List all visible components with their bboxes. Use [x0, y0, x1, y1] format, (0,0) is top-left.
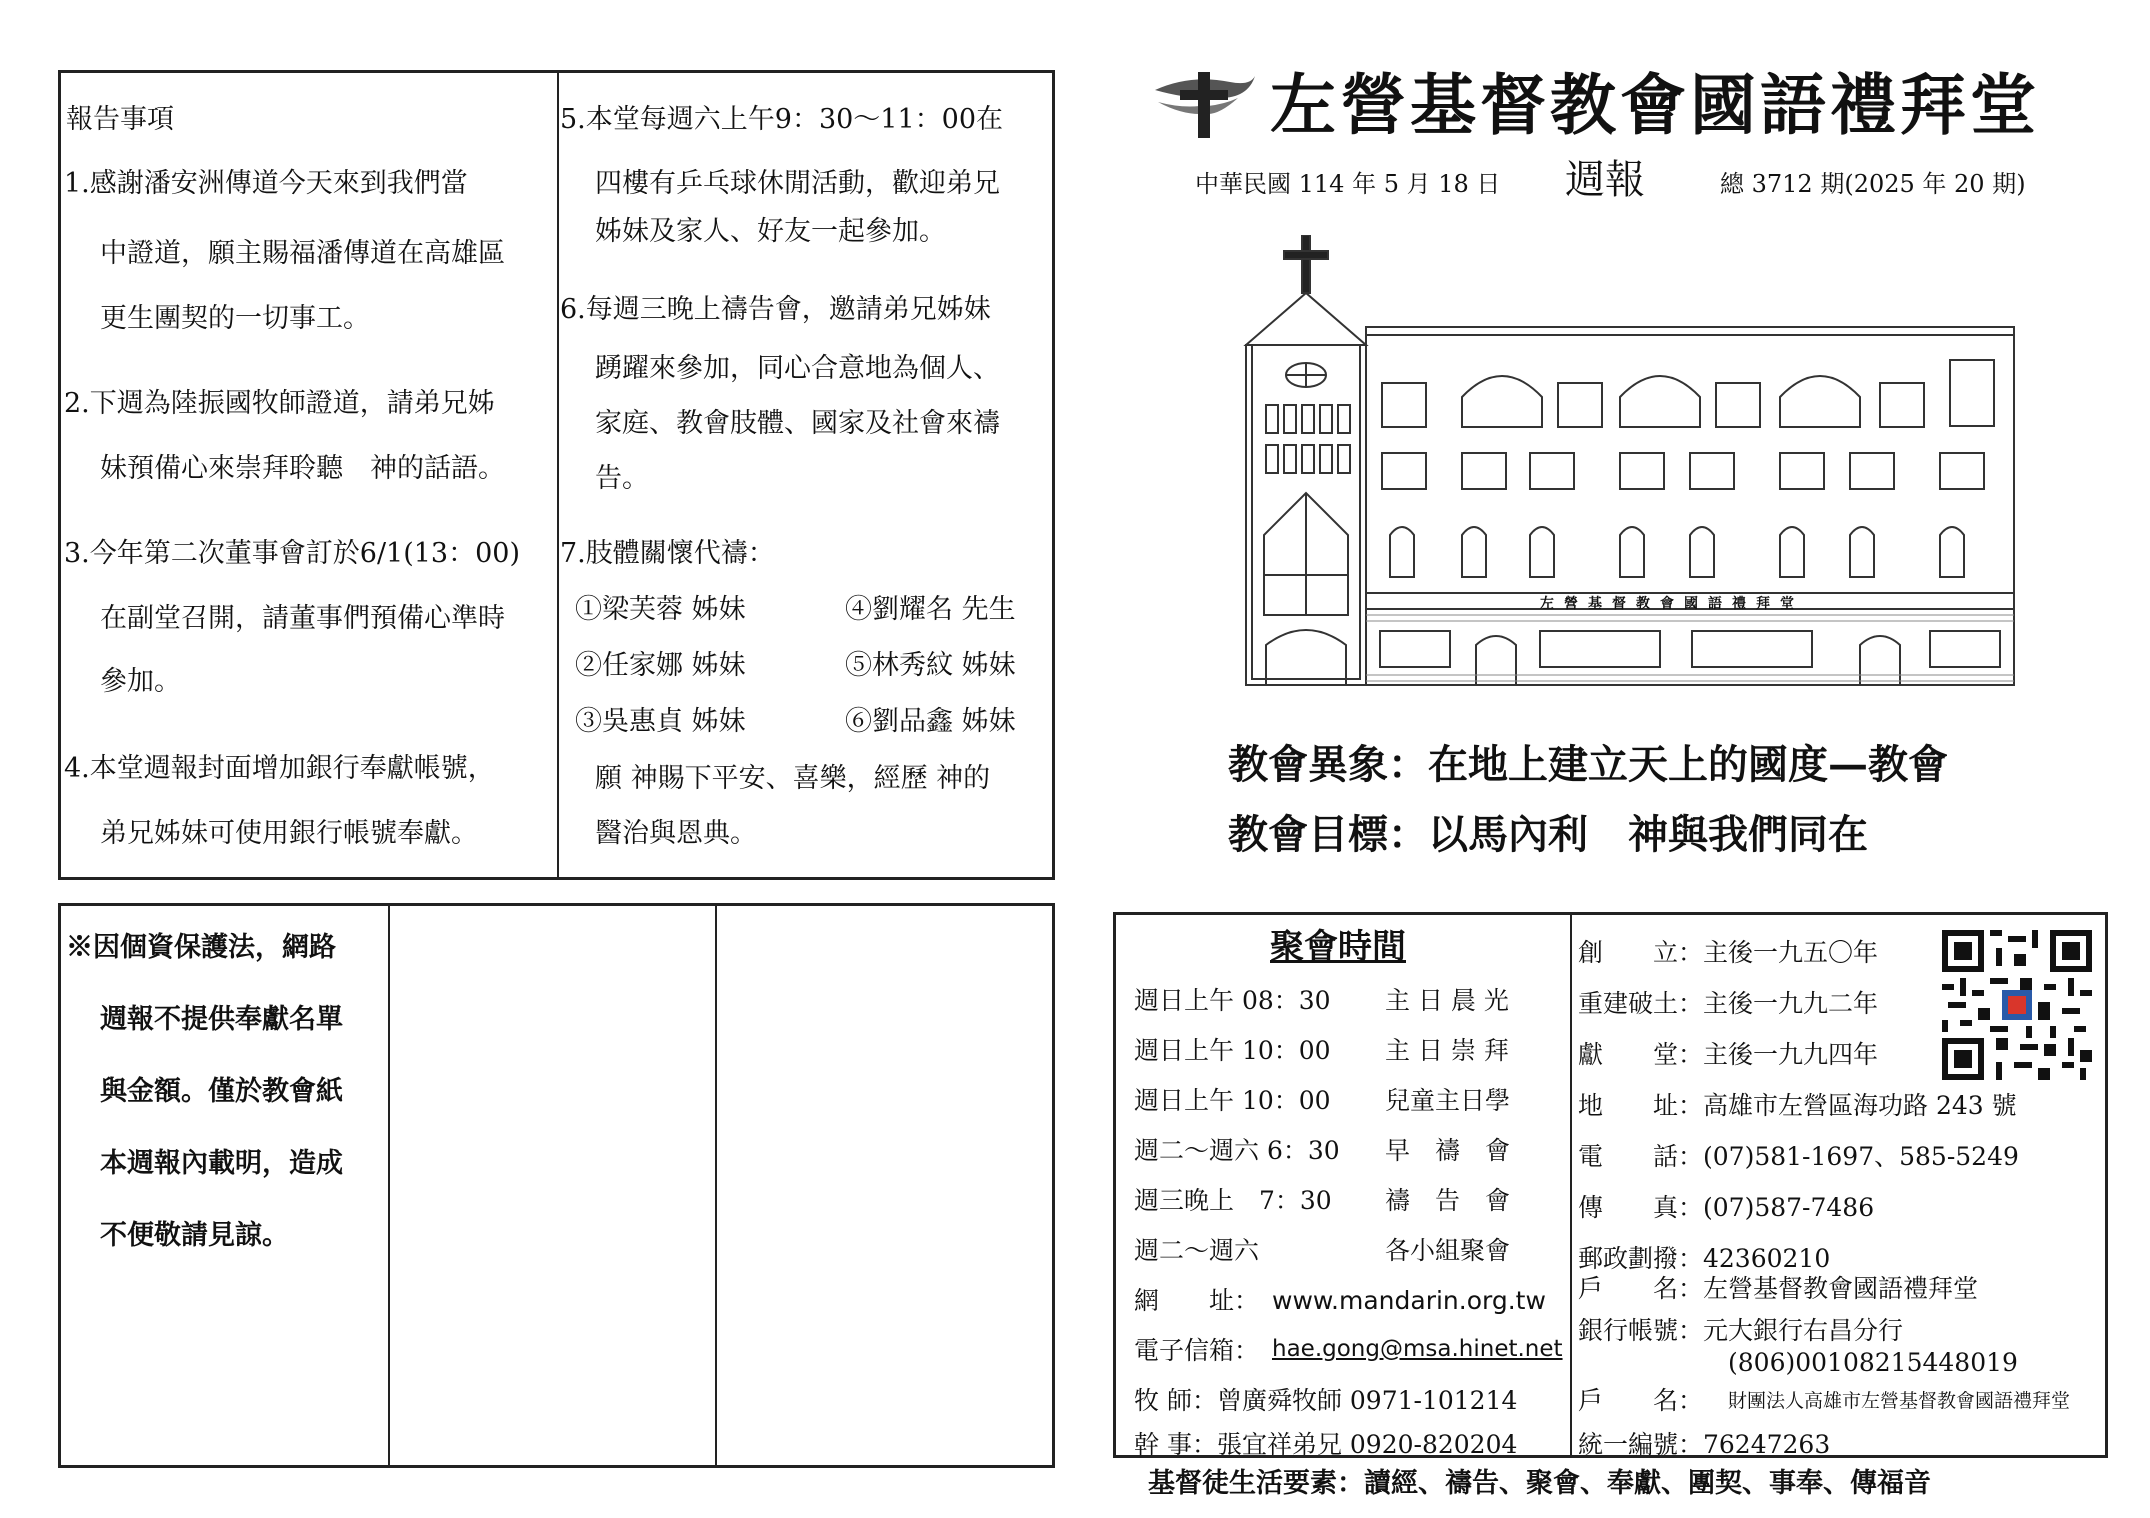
building-sign: 左營基督教會國語禮拜堂 — [1540, 596, 1804, 612]
ann-line: 四樓有乒乓球休閒活動，歡迎弟兄 — [595, 168, 1000, 199]
ann-line: 踴躍來參加，同心合意地為個人、 — [595, 353, 1000, 384]
info-row: 郵政劃撥：42360210 — [1578, 1244, 1831, 1273]
vision-line-2: 教會目標：以馬內利 神與我們同在 — [1228, 811, 1868, 858]
privacy-divider-2 — [715, 906, 717, 1465]
meeting-time: 週二～週六 6：30 — [1134, 1136, 1340, 1165]
ann-line: 弟兄姊妹可使用銀行帳號奉獻。 — [100, 818, 478, 849]
privacy-line: 與金額。僅於教會紙 — [100, 1076, 343, 1107]
info-row: 統一編號：76247263 — [1578, 1430, 1831, 1459]
privacy-line: 本週報內載明，造成 — [100, 1148, 343, 1179]
church-logo — [1150, 68, 1260, 140]
meeting-time: 週三晚上 7：30 — [1134, 1186, 1332, 1215]
info-row: 電 話：(07)581-1697、585-5249 — [1578, 1142, 2019, 1171]
ann-line: 5.本堂每週六上午9：30～11：00在 — [560, 104, 1004, 135]
meeting-name: 早 禱 會 — [1385, 1136, 1511, 1165]
ann-line: 中證道，願主賜福潘傳道在高雄區 — [100, 238, 505, 269]
info-divider — [1570, 915, 1572, 1455]
prayer-item: ①梁芙蓉 姊妹 — [575, 594, 746, 625]
info-row: 戶 名：左營基督教會國語禮拜堂 — [1578, 1274, 1979, 1303]
email-link[interactable]: hae.gong@msa.hinet.net — [1272, 1336, 1563, 1362]
meeting-name: 兒童主日學 — [1385, 1086, 1511, 1115]
bulletin-issue: 總 3712 期(2025 年 20 期) — [1720, 170, 2026, 198]
info-row: 戶 名： — [1578, 1386, 1704, 1415]
prayer-item: ⑤林秀紋 姊妹 — [845, 650, 1016, 681]
info-row: 地 址：高雄市左營區海功路 243 號 — [1578, 1091, 2017, 1120]
prayer-item: ④劉耀名 先生 — [845, 594, 1016, 625]
meeting-title: 聚會時間 — [1270, 927, 1406, 967]
website-link[interactable]: www.mandarin.org.tw — [1272, 1286, 1546, 1315]
vision-line-1: 教會異象：在地上建立天上的國度—教會 — [1228, 741, 1948, 788]
website-label: 網 址： — [1134, 1286, 1260, 1315]
ann-line: 參加。 — [100, 666, 181, 697]
bulletin-label: 週報 — [1565, 157, 1645, 203]
info-row: 重建破土：主後一九九二年 — [1578, 989, 1879, 1018]
bulletin-date: 中華民國 114 年 5 月 18 日 — [1195, 170, 1501, 198]
email-label: 電子信箱： — [1134, 1336, 1260, 1365]
meeting-name: 主 日 晨 光 — [1385, 986, 1509, 1015]
christian-life-elements: 基督徒生活要素：讀經、禱告、聚會、奉獻、團契、事奉、傳福音 — [1148, 1468, 1931, 1499]
meeting-name: 各小組聚會 — [1385, 1236, 1511, 1265]
ann-line: 家庭、教會肢體、國家及社會來禱 — [595, 408, 1000, 439]
staff-contact: 幹 事：張宜祥弟兄 0920-820204 — [1134, 1430, 1518, 1459]
privacy-line: 週報不提供奉獻名單 — [100, 1004, 343, 1035]
info-row: 獻 堂：主後一九九四年 — [1578, 1040, 1879, 1069]
ann-line: 願 神賜下平安、喜樂，經歷 神的 — [595, 763, 991, 794]
meeting-time: 週二～週六 — [1134, 1236, 1260, 1265]
prayer-item: ⑥劉品鑫 姊妹 — [845, 706, 1016, 737]
meeting-time: 週日上午 10：00 — [1134, 1036, 1331, 1065]
cross-dove-icon — [1150, 68, 1260, 140]
info-row: 傳 真：(07)587-7486 — [1578, 1193, 1875, 1222]
ann-line: 2.下週為陸振國牧師證道，請弟兄姊 — [64, 388, 495, 419]
ann-line: 告。 — [595, 463, 649, 494]
privacy-line: 不便敬請見諒。 — [100, 1220, 289, 1251]
info-row: 銀行帳號：元大銀行右昌分行 — [1578, 1316, 1904, 1345]
ann-line: 姊妹及家人、好友一起參加。 — [595, 216, 946, 247]
privacy-divider-1 — [388, 906, 390, 1465]
ann-line: 妹預備心來崇拜聆聽 神的話語。 — [100, 453, 505, 484]
church-building-illustration — [1240, 235, 2020, 695]
meeting-name: 禱 告 會 — [1385, 1186, 1511, 1215]
meeting-time: 週日上午 08：30 — [1134, 986, 1331, 1015]
prayer-item: ②任家娜 姊妹 — [575, 650, 746, 681]
meeting-name: 主 日 崇 拜 — [1385, 1036, 1509, 1065]
privacy-line: ※因個資保護法，網路 — [66, 932, 336, 963]
ann-line: 更生團契的一切事工。 — [100, 303, 370, 334]
info-row: (806)00108215448019 — [1728, 1348, 2018, 1377]
ann-line: 4.本堂週報封面增加銀行奉獻帳號， — [64, 753, 495, 784]
ann-line: 1.感謝潘安洲傳道今天來到我們當 — [64, 168, 468, 199]
info-row: 財團法人高雄市左營基督教會國語禮拜堂 — [1728, 1390, 2071, 1412]
ann-line: 6.每週三晚上禱告會，邀請弟兄姊妹 — [560, 294, 991, 325]
ann-line: 7.肢體關懷代禱： — [560, 538, 775, 569]
qr-code[interactable] — [1942, 930, 2092, 1080]
privacy-box — [58, 903, 1055, 1468]
pastor-contact: 牧 師：曾廣舜牧師 0971-101214 — [1134, 1386, 1518, 1415]
ann-line: 醫治與恩典。 — [595, 818, 757, 849]
info-row: 創 立：主後一九五〇年 — [1578, 938, 1879, 967]
ann-line: 3.今年第二次董事會訂於6/1(13：00) — [64, 538, 520, 569]
church-name: 左營基督教會國語禮拜堂 — [1270, 66, 2040, 144]
prayer-item: ③吳惠貞 姊妹 — [575, 706, 746, 737]
announcements-divider — [557, 73, 559, 877]
meeting-time: 週日上午 10：00 — [1134, 1086, 1331, 1115]
announcements-heading: 報告事項 — [66, 104, 174, 135]
ann-line: 在副堂召開，請董事們預備心準時 — [100, 603, 505, 634]
